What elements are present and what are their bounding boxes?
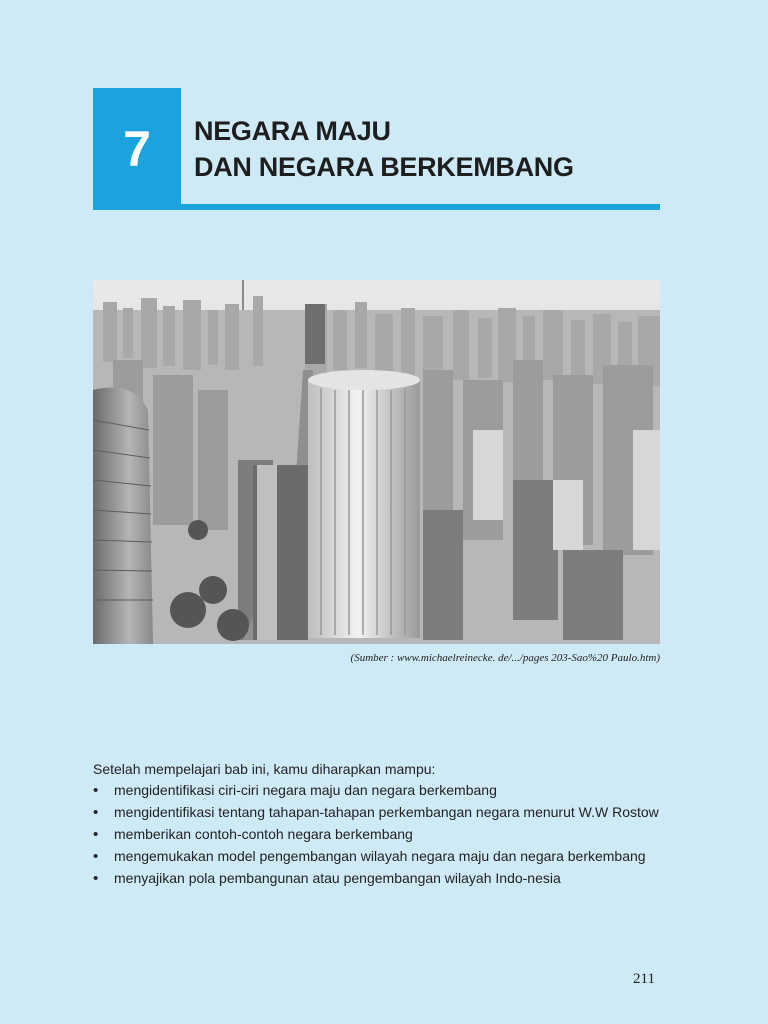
chapter-title-line2: DAN NEGARA BERKEMBANG <box>194 152 574 182</box>
objectives-intro: Setelah mempelajari bab ini, kamu diharapkan mampu: <box>93 761 436 777</box>
city-skyline-image <box>93 280 660 644</box>
objective-item: • memberikan contoh-contoh negara berkembang <box>93 825 663 844</box>
objective-item: • mengidentifikasi ciri-ciri negara maju dan negara berkembang <box>93 781 663 800</box>
chapter-title <box>194 113 574 185</box>
objective-item: • mengidentifikasi tentang tahapan-tahapan perkembangan negara menurut W.W Rostow <box>93 803 663 822</box>
chapter-number: 7 <box>123 120 151 177</box>
objective-item: • menyajikan pola pembangunan atau pengembangan wilayah Indo-nesia <box>93 869 663 888</box>
page-number: 211 <box>633 971 655 987</box>
chapter-title-line1: NEGARA MAJU <box>194 116 391 146</box>
chapter-number-box <box>93 88 181 209</box>
title-underline <box>93 204 660 210</box>
objectives-list <box>93 781 663 888</box>
objective-item: • mengemukakan model pengembangan wilayah negara maju dan negara berkembang <box>93 847 663 866</box>
learning-objectives <box>93 760 663 891</box>
photo-caption: (Sumber : www.michaelreinecke. de/.../pages 203-Sao%20 Paulo.htm) <box>350 652 660 664</box>
city-skyline-photo <box>93 280 660 644</box>
